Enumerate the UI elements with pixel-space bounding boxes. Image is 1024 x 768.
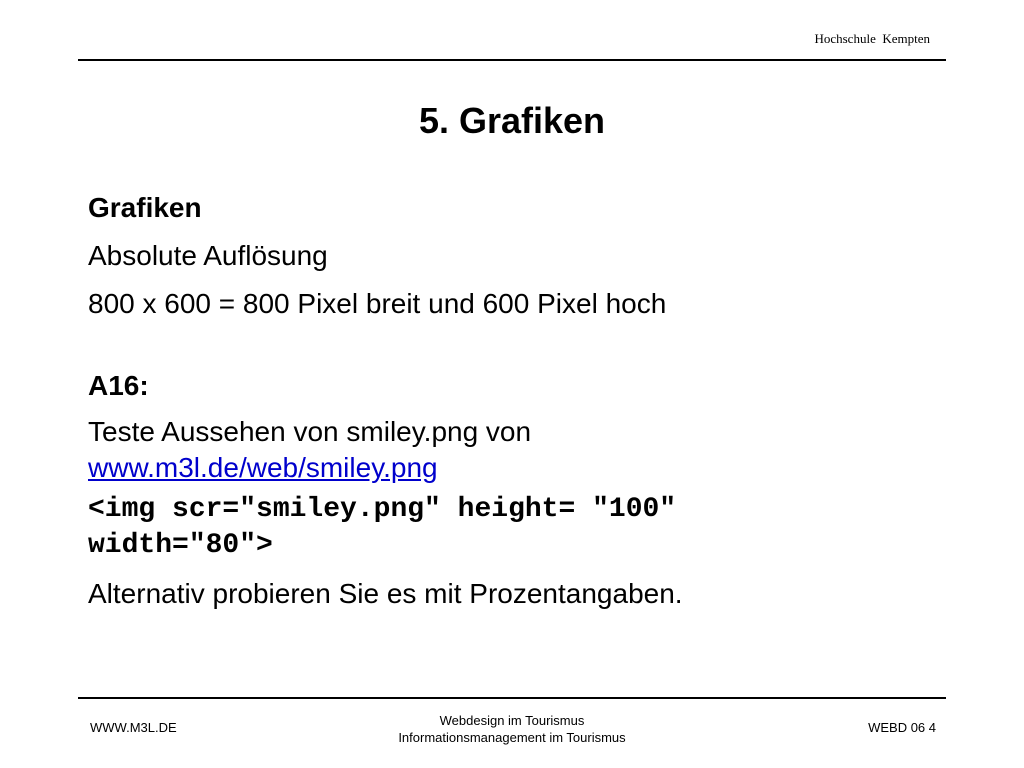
code-line-2: width="80"> [88, 530, 273, 561]
footer-divider [78, 697, 946, 699]
resolution-label: Absolute Auflösung [88, 240, 328, 271]
test-instruction: Teste Aussehen von smiley.png von [88, 416, 532, 447]
task-label: A16: [88, 370, 149, 401]
slide-content [88, 190, 888, 612]
slide-title: 5. Grafiken [418, 100, 606, 141]
alternative-text: Alternativ probieren Sie es mit Prozentangaben. [88, 578, 683, 609]
header-divider [78, 59, 946, 61]
dimensions-text: 800 x 600 = 800 Pixel breit und 600 Pixel hoch [88, 288, 667, 319]
smiley-link[interactable]: www.m3l.de/web/smiley.png [88, 452, 438, 483]
footer-page-number: WEBD 06 4 [868, 720, 936, 735]
header-organization: Hochschule Kempten [814, 31, 930, 46]
footer-website: WWW.M3L.DE [90, 720, 177, 735]
section-heading: Grafiken [88, 192, 202, 223]
code-line-1: <img scr="smiley.png" height= "100" [88, 494, 677, 525]
footer-course-line-2: Informationsmanagement im Tourismus [398, 730, 626, 745]
footer-course-line-1: Webdesign im Tourismus [439, 713, 585, 728]
